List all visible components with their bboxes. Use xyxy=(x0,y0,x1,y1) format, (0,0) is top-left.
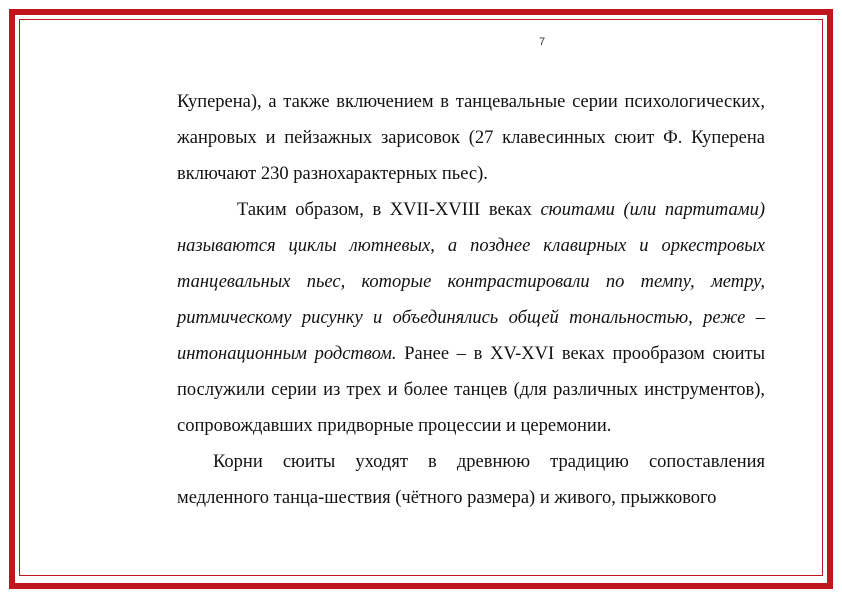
paragraph-3: Корни сюиты уходят в древнюю традицию сопоставления медленного танца-шествия (чётного размера) и живого, прыжкового xyxy=(177,452,765,508)
suite-definition: сюитами (или партитами) называются циклы лютневых, а позднее клавирных и оркестровых танцевальных пьес, которые контрастировали по темпу, метру, ритмическому рисунку и объединялись общей тональностью, реже – интонационным родством. xyxy=(177,200,765,364)
paragraph-2 xyxy=(177,192,765,444)
document-body xyxy=(177,84,765,516)
paragraph-1: Куперена), а также включением в танцевальные серии психологических, жанровых и пейзажных зарисовок (27 клавесинных сюит Ф. Куперена включают 230 разнохарактерных пьес). xyxy=(177,92,765,184)
page-number: 7 xyxy=(538,36,546,48)
paragraph-2-lead: Таким образом, в XVII-XVIII веках xyxy=(237,200,541,220)
paragraph-2-tail: Ранее – в XV-XVI веках прообразом сюиты послужили серии из трех и более танцев (для различных инструментов), сопровождавших придворные процессии и церемонии. xyxy=(177,344,765,436)
